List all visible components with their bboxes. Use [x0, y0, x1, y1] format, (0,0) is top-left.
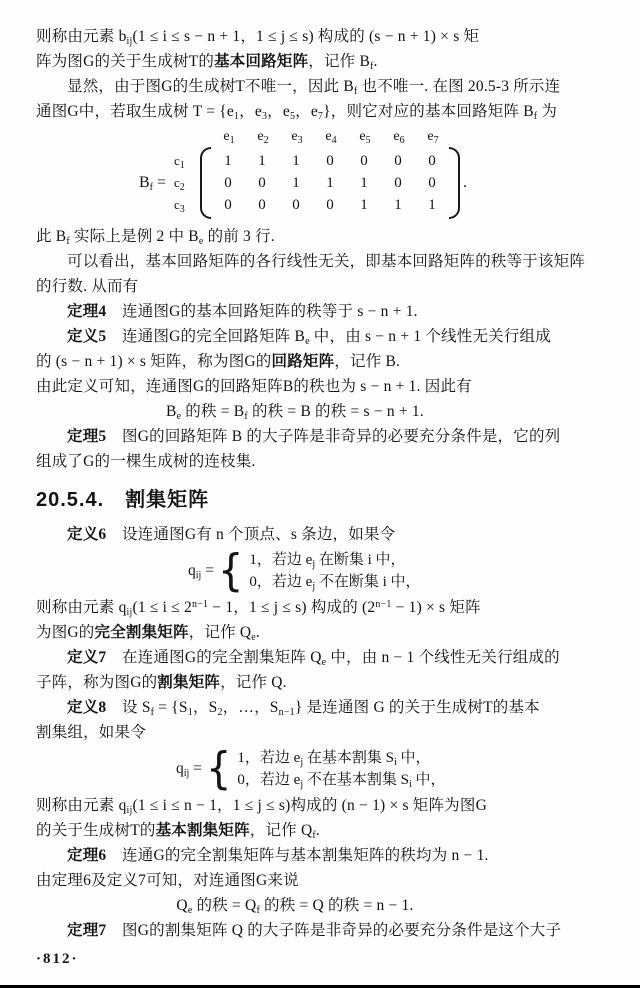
section-heading-20-5-4: 20.5.4. 割集矩阵: [36, 489, 210, 511]
matrix-cell: 1: [360, 175, 368, 191]
matrix-right-paren: [449, 147, 460, 219]
matrix-col-header: $e_4$: [325, 129, 337, 146]
theorem-5-line1: 定理5 图G的回路矩阵 B 的大子阵是非奇异的必要充分条件是，它的列: [67, 428, 561, 445]
definition-8-line2: 割集组，如果令: [36, 724, 146, 741]
case-line-1: 1，若边 $e_j$ 在断集 i 中，: [249, 552, 406, 570]
para-theorem6-note: 由定理6及定义7可知，对连通图G来说: [36, 872, 299, 889]
para-not-unique-line2: 通图G中，若取生成树 $T = \{e_1$，$e_3$，$e_5$，$e_7$}，则它对应的基本回路矩阵 $B_f$ 为: [36, 103, 558, 122]
matrix-label: $B_f$ =: [138, 174, 166, 193]
matrix-cell: 0: [224, 175, 232, 191]
matrix-cell: 0: [258, 197, 266, 213]
para-rank-observation-line2: 的行数. 从而有: [36, 278, 139, 295]
definition-7-line2: 子阵，称为图G的割集矩阵，记作 Q.: [36, 674, 287, 691]
matrix-cell: 0: [326, 153, 334, 169]
matrix-col-header: $e_6$: [393, 129, 405, 146]
equation-lhs: $q_{ij}$ =: [176, 760, 202, 779]
matrix-cell: 1: [292, 175, 300, 191]
matrix-row-label: $c_1$: [174, 153, 185, 171]
matrix-cell: 1: [326, 175, 334, 191]
theorem-4: 定理4 连通图G的基本回路矩阵的秩等于 s − n + 1.: [67, 303, 418, 320]
matrix-cell: 1: [428, 197, 436, 213]
equation-cases: [249, 549, 420, 593]
theorem-7: 定理7 图G的割集矩阵 Q 的大子阵是非奇异的必要充分条件是这个大子: [67, 922, 562, 939]
definition-8-line1: 定义8 设 $S_f = \{S_1$，$S_2$，…，$S_{n-1}$} 是连通图 G 的关于生成树T的基本: [67, 699, 540, 718]
para-circuit-matrix-line2: 阵为图G的关于生成树T的基本回路矩阵，记作 $B_f$.: [36, 53, 378, 72]
theorem-6: 定理6 连通G的完全割集矩阵与基本割集矩阵的秩均为 n − 1.: [67, 847, 489, 864]
matrix-cell: 0: [326, 197, 334, 213]
matrix-cell: 1: [394, 197, 402, 213]
matrix-row-label: $c_3$: [174, 197, 185, 215]
page-number: ·812·: [36, 951, 79, 967]
definition-6-line3: 为图G的完全割集矩阵，记作 $Q_e$.: [36, 624, 260, 643]
matrix-row-label: $c_2$: [174, 175, 185, 193]
rank-equation-q: $Q_e$ 的秩 = $Q_f$ 的秩 = Q 的秩 = n − 1.: [176, 897, 414, 916]
matrix-col-header: $e_7$: [427, 129, 439, 146]
theorem-5-line2: 组成了G的一棵生成树的连枝集.: [36, 453, 256, 470]
matrix-period: .: [463, 174, 467, 191]
case-line-2: 0，若边 $e_j$ 不在断集 i 中，: [249, 574, 421, 592]
definition-5-line1: 定义5 连通图G的完全回路矩阵 $B_e$ 中，由 s − n + 1 个线性无关行组成: [67, 328, 551, 347]
definition-6: 定义6 设连通图G有 n 个顶点、s 条边，如果令: [67, 526, 396, 543]
matrix-cell: 0: [428, 175, 436, 191]
matrix-body: [114, 147, 614, 219]
case-equation-cutset: [188, 547, 614, 595]
case-line-2: 0，若边 $e_j$ 不在基本割集 $S_i$ 中，: [237, 772, 446, 790]
equation-lhs: $q_{ij}$ =: [188, 562, 214, 581]
definition-5-line2: 的 (s − n + 1) × s 矩阵，称为图G的回路矩阵，记作 B.: [36, 353, 401, 370]
matrix-cell: 0: [360, 153, 368, 169]
definition-6-line2: 则称由元素 $q_{ij}(1 \le i \le 2^{n-1} - 1$，1 ≤ j ≤ s) 构成的 $(2^{n-1} - 1) \times s$ 矩阵: [36, 599, 481, 618]
equation-cases: [237, 747, 445, 791]
matrix-cell: 0: [394, 175, 402, 191]
matrix-col-header: $e_1$: [223, 129, 235, 146]
left-brace: {: [217, 546, 244, 596]
matrix-column-headers: [212, 127, 614, 147]
matrix-cell: 0: [428, 153, 436, 169]
matrix-cell: 1: [292, 153, 300, 169]
case-equation-fundamental-cutset: [176, 745, 614, 793]
para-circuit-matrix-line1: 则称由元素 $b_{ij}(1 \le i \le s - n + 1$，1 ≤ j ≤ s) 构成的 (s − n + 1) × s 矩: [36, 28, 480, 47]
definition-8-line4: 的关于生成树T的基本割集矩阵，记作 $Q_f$.: [36, 822, 320, 841]
definition-7-line1: 定义7 在连通图G的完全割集矩阵 $Q_e$ 中，由 n − 1 个线性无关行组成的: [67, 649, 560, 668]
matrix-bf: [114, 127, 614, 219]
para-rank-observation-line1: 可以看出，基本回路矩阵的各行线性无关，即基本回路矩阵的秩等于该矩阵: [67, 253, 586, 270]
case-line-1: 1，若边 $e_j$ 在基本割集 $S_i$ 中，: [237, 750, 431, 768]
matrix-cell: 0: [258, 175, 266, 191]
matrix-row-labels: [174, 150, 200, 216]
matrix-cell: 1: [224, 153, 232, 169]
left-brace: {: [205, 744, 232, 794]
matrix-grid: [211, 147, 449, 219]
definition-8-line3: 则称由元素 $q_{ij}(1 \le i \le n - 1$，1 ≤ j ≤ s)构成的 (n − 1) × s 矩阵为图G: [36, 797, 487, 816]
para-not-unique-line1: 显然，由于图G的生成树T不唯一，因此 $B_f$ 也不唯一. 在图 20.5-3 所示连: [67, 78, 561, 97]
rank-equation-b: $B_e$ 的秩 = $B_f$ 的秩 = B 的秩 = s − n + 1.: [166, 403, 424, 422]
matrix-cell: 1: [360, 197, 368, 213]
matrix-cell: 0: [224, 197, 232, 213]
matrix-col-header: $e_5$: [359, 129, 371, 146]
matrix-col-header: $e_2$: [257, 129, 269, 146]
para-rank-b-line: 由此定义可知，连通图G的回路矩阵B的秩也为 s − n + 1. 因此有: [36, 378, 472, 395]
matrix-cell: 0: [292, 197, 300, 213]
matrix-cell: 1: [258, 153, 266, 169]
matrix-left-paren: [200, 147, 211, 219]
para-bf-example-note: 此 $B_f$ 实际上是例 2 中 $B_e$ 的前 3 行.: [36, 228, 275, 247]
matrix-cell: 0: [394, 153, 402, 169]
matrix-col-header: $e_3$: [291, 129, 303, 146]
